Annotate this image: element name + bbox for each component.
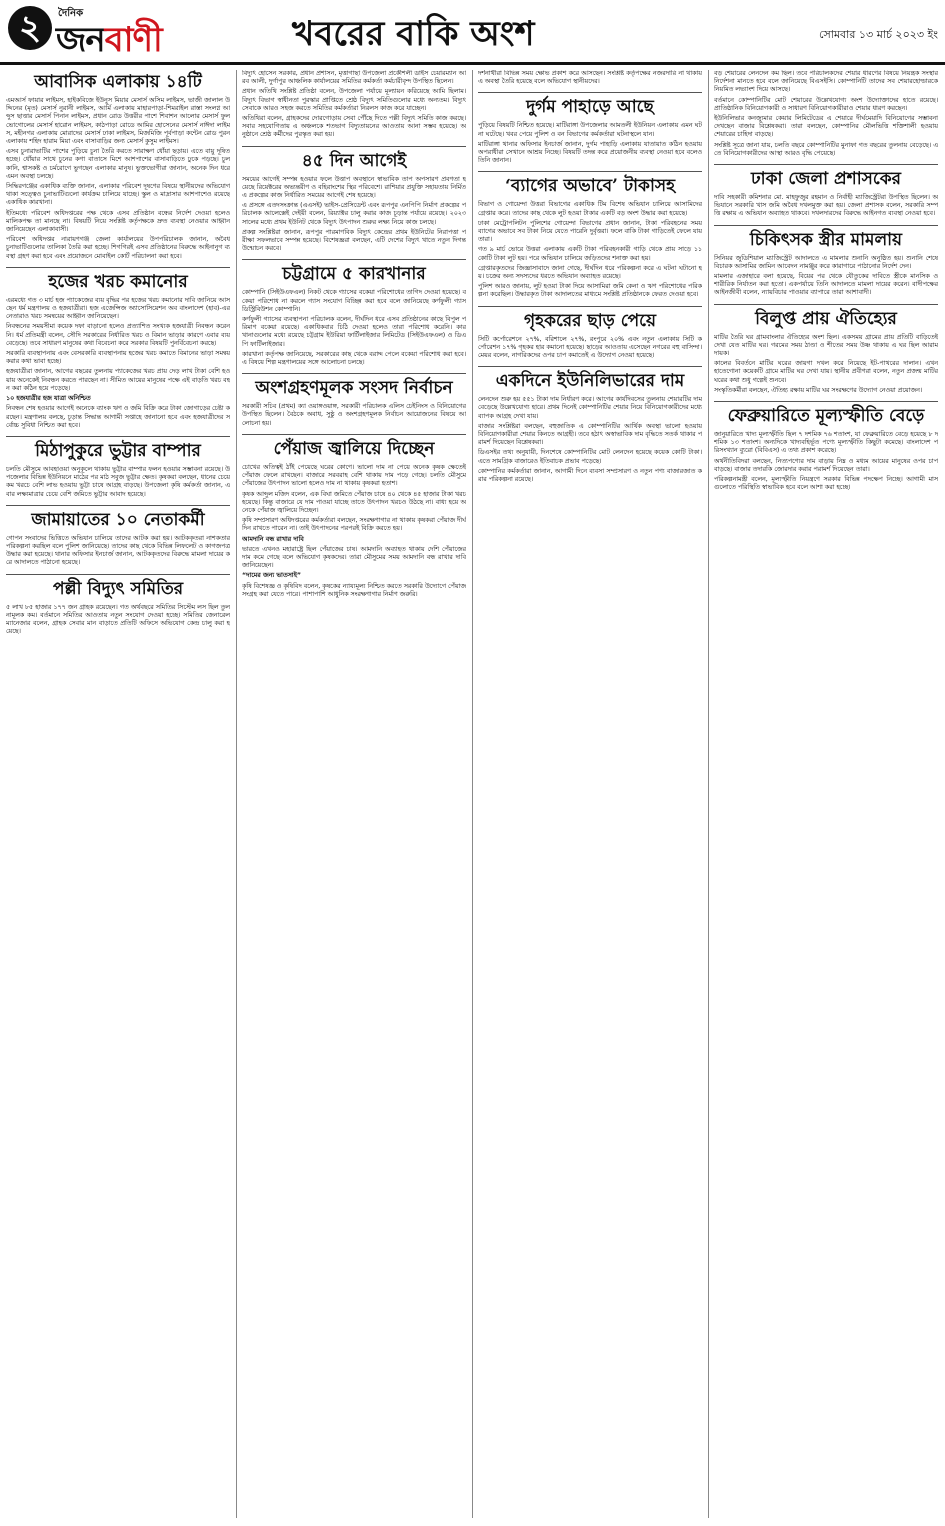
article-paragraph: কোম্পানির কর্মকর্তারা জানান, আগামী দিনে ব্যবসা সম্প্রসারণ ও নতুন পণ্য বাজারজাত করার পরিকল্পনা রয়েছে। [478, 467, 702, 484]
article-headline: পেঁয়াজ জ্বালিয়ে দিচ্ছেন [273, 438, 435, 459]
article-paragraph: বর্তমানে কোম্পানিটির মোট শেয়ারের উল্লেখযোগ্য অংশ উদ্যোক্তাদের হাতে রয়েছে। প্রাতিষ্ঠানিক বিনিয়োগকারী ও সাধারণ বিনিয়োগকারীরাও শেয়ার ধারণ করছেন। [714, 96, 938, 112]
article-headline: ঢাকা জেলা প্রশাসকের [751, 169, 901, 190]
news-column-1 [6, 70, 230, 1518]
article-paragraph: গোপন সংবাদের ভিত্তিতে অভিযান চালিয়ে তাদের আটক করা হয়। আটককৃতরা নাশকতার পরিকল্পনা করছিল বলে পুলিশ জানিয়েছে। তাদের কাছ থেকে বিভিন্ন লিফলেট ও কাগজপত্র উদ্ধার করা হয়েছে। থানার অফিসার ইনচার্জ জানান, আটককৃতদের বিরুদ্ধে মামলা দায়ের করে আদালতে পাঠানো হয়েছে। [6, 534, 230, 567]
article-paragraph: বাজার সংশ্লিষ্টরা বলছেন, বহুজাতিক এ কোম্পানিটির আর্থিক অবস্থা ভালো হওয়ায় বিনিয়োগকারীরা শেয়ার কিনতে আগ্রহী। তবে হঠাৎ অস্বাভাবিক দাম বৃদ্ধিতে সতর্ক থাকার পরামর্শ দিয়েছেন বিশ্লেষকরা। [478, 422, 702, 447]
article-paragraph: মামলার এজাহারে বলা হয়েছে, বিয়ের পর থেকে যৌতুকের দাবিতে স্ত্রীকে মানসিক ও শারীরিক নির্যাতন করা হতো। একপর্যায়ে তিনি আদালতে মামলা দায়ের করেন। বাদীপক্ষের আইনজীবী বলেন, ন্যায়বিচার পাওয়ার ব্যাপারে তারা আশাবাদী। [714, 273, 938, 297]
article-paragraph: ১০ হজযাত্রীর হজ যাত্রা অনিশ্চিত [6, 395, 91, 403]
column-divider [708, 70, 709, 1518]
article-paragraph: অর্থনীতিবিদরা বলছেন, নিত্যপণ্যের দাম বাড়ায় নিম্ন ও মধ্যম আয়ের মানুষের ওপর চাপ বাড়ছে। বাজার তদারকি জোরদার করার পরামর্শ দিয়েছেন তারা। [714, 457, 938, 473]
article-paragraph: চলতি মৌসুমে আবহাওয়া অনুকূলে থাকায় ভুট্টার বাম্পার ফলন হওয়ার সম্ভাবনা রয়েছে। উপজেলার বিভিন্ন ইউনিয়নে মাঠের পর মাঠ সবুজ ভুট্টার ক্ষেত। কৃষকরা বলছেন, ধানের চেয়ে কম খরচে বেশি লাভ হওয়ায় ভুট্টা চাষে আগ্রহ বাড়ছে। উপজেলা কৃষি কর্মকর্তা জানান, এবার লক্ষ্যমাত্রার চেয়ে বেশি জমিতে ভুট্টার আবাদ হয়েছে। [6, 465, 230, 498]
brand-logo [56, 14, 162, 71]
news-article [478, 366, 702, 484]
article-paragraph: দর্শনার্থীরা বিভিন্ন সময় ক্ষোভ প্রকাশ করে আসছেন। সংশ্লিষ্ট কর্তৃপক্ষের নজরদারি না থাকায় এ অবস্থা তৈরি হয়েছে বলে অভিযোগ স্থানীয়দের। [478, 70, 702, 86]
article-paragraph: কালের বিবর্তনে মাটির ঘরের জায়গা দখল করে নিয়েছে ইট-পাথরের দালান। এখন হাতেগোনা কয়েকটি গ্রামে মাটির ঘর দেখা যায়। স্থানীয় প্রবীণরা বলেন, নতুন প্রজন্ম মাটির ঘরের কথা শুধু গল্পেই শুনবে। [714, 360, 938, 384]
article-headline: দুর্গম পাহাড়ে আছে [526, 97, 654, 118]
article-paragraph: বিদ্যুৎ হোসেন সরকার, প্রধান প্রশাসন, মৃত্তাগাছা উপজেলা প্রকৌশলী ডাইস চেয়ারম্যান আরব আলী, দুর্গাপুর আঞ্চলিক কার্যালয়ের সমিতির কর্মকর্তা কর্মচারীবৃন্দ উপস্থিত ছিলেন। [242, 70, 466, 86]
news-article [6, 72, 230, 261]
article-headline: ৪৫ দিন আগেই [301, 150, 407, 171]
article-paragraph: “দামের জন্য ভাতসাই” [242, 572, 302, 580]
article-paragraph: পুলিশ আরও জানায়, লুট হওয়া টাকা দিয়ে আসামিরা জমি কেনা ও ঋণ পরিশোধের পরিকল্পনা করেছিল। উদ্ধারকৃত টাকা আদালতের মাধ্যমে সংশ্লিষ্ট প্রতিষ্ঠানকে ফেরত দেওয়া হবে। [478, 283, 702, 299]
column-divider [236, 70, 237, 1518]
news-article [478, 171, 702, 299]
article-paragraph: নিবন্ধনের সময়সীমা কয়েক দফা বাড়ানো হলেও প্রত্যাশিত সংখ্যক হজযাত্রী নিবন্ধন করেননি। ধর্ম প্রতিমন্ত্রী বলেন, সৌদি সরকারের নির্ধারিত খরচ ও বিমান ভাড়ার কারণে এবার ব্যয় বেড়েছে। তবে সাধারণ মানুষের কথা বিবেচনা করে সরকার বিষয়টি পুনর্বিবেচনা করছে। [6, 323, 230, 347]
article-paragraph: কৃষি বিশেষজ্ঞ ও কৃষিবিদ বলেন, কৃষকের ন্যায্যমূল্য নিশ্চিত করতে সরকারি উদ্যোগে পেঁয়াজ সংগ্রহ করা যেতে পারে। পাশাপাশি আধুনিক সংরক্ষণাগার নির্মাণ জরুরি। [242, 582, 466, 598]
brand-logo-suffix: বাণী [104, 20, 162, 60]
article-paragraph: ঢাকা মেট্রোপলিটন পুলিশের গোয়েন্দা বিভাগের প্রধান জানান, টাকা পরিবহনের সময় ব্যাগের অভাবে সব টাকা নিয়ে যেতে পারেনি দুর্বৃত্তরা। ফলে বাকি টাকা গাড়িতেই ফেলে যায় তারা। [478, 219, 702, 244]
article-headline: পল্লী বিদ্যুৎ সমিতির [52, 578, 184, 599]
article-paragraph: এমআর্স ফায়ার লাইমস, হাইকবিজে ইউনুস মিয়ার মেসার্স অসিম লাইমস, ভাজী জালাল উদ্দিনের (মৃত) মেসার্স নুরানী লাইমস, আর্মি এলাকায় মাহারপাড়া-শিমরাইল রাস্তা সংলগ্ন আব্দুস ছাত্তার মেসার্স পিনান লাইমস, প্রধান রোড উত্তরীর পাশে শিবাশন আলোর মেসার্স ফুল ভোগোলের মেসার্স হারোন লাইমস, কাঠপাড়া রোডে আমির হোসেনের মেসার্স নাঈদা লাইমস, মহীনগর এলাকায় মোরাদের মেসার্স ঢাকা লাইমস, মিজমিজি পূর্বপাড়া কন্টেন রোড পুরন এলাকায় শহিদ হারাম মিয়া এবং বাসাবাড়ির জন্য মেসার্স কুসুম লাইমস। [6, 97, 230, 146]
article-paragraph: পরিবেশ অধিদপ্তর নারায়ণগঞ্জ জেলা কার্যালয়ের উপপরিচালক জানান, অবৈধ চুনাভাটিগুলোর তালিকা তৈরি করা হচ্ছে। শিগগিরই এসব প্রতিষ্ঠানের বিরুদ্ধে আইনানুগ ব্যবস্থা গ্রহণ করা হবে এবং প্রয়োজনে মোবাইল কোর্ট পরিচালনা করা হবে। [6, 236, 230, 260]
article-headline: চিকিৎসক স্ত্রীর মামলায় [749, 229, 903, 250]
article-paragraph: লেনদেন শুরু হয় ৫৫১ টাকা দাম নির্ধারণ করে। আগের কার্যদিবসের তুলনায় শেয়ারটির দাম বেড়েছে উল্লেখযোগ্য হারে। প্রথম দিনেই কোম্পানিটির শেয়ার নিয়ে বিনিয়োগকারীদের মধ্যে ব্যাপক আগ্রহ দেখা যায়। [478, 396, 702, 420]
news-article [714, 164, 938, 219]
article-paragraph: সরকারি ব্যবস্থাপনায় এবং বেসরকারি ব্যবস্থাপনায় হজের খরচ কমাতে বিমানের ভাড়া সমন্বয় করার কথা ভাবা হচ্ছে। [6, 350, 230, 366]
article-paragraph: সিদ্ধিরগঞ্জের একাধিক ব্যক্তি জানান, এলাকার পরিবেশ দূষণের বিষয়ে স্থানীয়দের অভিযোগ থাকা সত্ত্বেও চুনাভাটিগুলো কার্যক্রম চালিয়ে যাচ্ছে। স্কুল ও মাদ্রাসার আশপাশেও রয়েছে একাধিক কারখানা। [6, 183, 230, 207]
edition-date: সোমবার ১৩ মার্চ ২০২৩ ইং [819, 28, 938, 41]
news-article [478, 92, 702, 165]
article-paragraph: কৃষি সম্প্রসারণ অধিদপ্তরের কর্মকর্তারা বলছেন, সংরক্ষণাগার না থাকায় কৃষকরা পেঁয়াজ দীর্ঘদিন রাখতে পারেন না। তাই উৎপাদনের পরপরই বিক্রি করতে হয়। [242, 517, 466, 533]
article-paragraph: বড় শেয়ারের লেনদেন কম ছিল। তবে পরিচালকদের শেয়ার ধারণের বিষয়ে নিয়ন্ত্রক সংস্থার নির্দেশনা মানতে হবে বলে জানিয়েছে বিএসইসি। কোম্পানিটি তাদের সব শেয়ারহোল্ডারকে নিয়মিত লভ্যাংশ দিয়ে আসছে। [714, 70, 938, 94]
article-paragraph: এরমধ্যে গত ৩ মার্চ হজ প্যাকেজের ব্যয় বৃদ্ধির পর হজের খরচ কমানোর দাবি জানিয়ে আসছেন ধর্ম মন্ত্রণালয় ও হজযাত্রীরা। হজ এজেন্সিজ অ্যাসোসিয়েশন অব বাংলাদেশ (হাব)-এর নেতারাও খরচ সমন্বয়ের আহ্বান জানিয়েছেন। [6, 296, 230, 321]
news-column-4 [714, 70, 938, 1518]
article-paragraph: সিনিয়র জুডিশিয়াল ম্যাজিস্ট্রেট আদালতে এ মামলার শুনানি অনুষ্ঠিত হয়। শুনানি শেষে বিচারক আসামির জামিন আবেদন নামঞ্জুর করে কারাগারে পাঠানোর নির্দেশ দেন। [714, 254, 938, 270]
news-article [478, 306, 702, 361]
article-headline: চট্টগ্রামে ৫ কারখানার [282, 264, 426, 285]
news-article [714, 225, 938, 298]
article-headline: মিঠাপুকুরে ভুট্টার বাম্পার [35, 440, 201, 461]
article-paragraph: সরকারী সচিব (প্রথম) ক্যা ওয়াঙ্গওয়াঙ্গ, সরকারী পরিচালক এলিস চেইনিংস ও বিনিয়োগের উপস্থিত ছিলেন। বৈঠকে অবাধ, সুষ্ঠু ও অংশগ্রহণমূলক নির্বাচন আয়োজনের বিষয়ে আলোচনা হয়। [242, 403, 466, 427]
article-paragraph: প্রধান অতিথি সংশ্লিষ্ট প্রতিষ্ঠা বলেন, উপজেলা পর্যায়ে মূল্যায়ন করিয়েছে আমি ছিলাম। বিদ্যুৎ বিভাগ স্বাধীনতা পুরস্কার প্রাপ্তিতে শ্রেষ্ঠ বিদ্যুৎ সমিতিগুলোর মধ্যে অন্যতম। বিদ্যুৎ সেবাকে আরও সহজ করতে সমিতির কর্মকর্তারা নিরলস কাজ করে যাচ্ছেন। [242, 88, 466, 112]
article-paragraph: ডিএসইর তথ্য অনুযায়ী, দিনশেষে কোম্পানিটির মোট লেনদেন হয়েছে কয়েক কোটি টাকা। এতে সামগ্রিক বাজারেও ইতিবাচক প্রভাব পড়েছে। [478, 449, 702, 465]
news-article [6, 267, 230, 430]
article-paragraph: ভারতে এখনও মহারাষ্ট্রে ছিল পেঁয়াজের চাষ। আমদানি অব্যাহত থাকায় দেশি পেঁয়াজের দাম কমে গেছে বলে অভিযোগ কৃষকদের। তারা মৌসুমের সময় আমদানি বন্ধ রাখার দাবি জানিয়েছেন। [242, 545, 466, 570]
brand-tagline: দৈনিক [58, 8, 84, 19]
article-paragraph: সিটি কর্পোরেশনে ২৭%, বরিশালে ২৭%, রংপুরে ২০% এবং নতুন এলাকায় সিটি কর্পোরেশন ১৭% গৃহকর হার কমানো হয়েছে। ছাড়ের আওতায় এসেছেন নগরের বহু বাসিন্দা। মেয়র বলেন, নাগরিকদের ওপর চাপ কমাতেই এ উদ্যোগ নেওয়া হয়েছে। [478, 335, 702, 360]
section-title: খবরের বাকি অংশ [292, 14, 535, 54]
article-paragraph: ইতিমধ্যে পরিবেশ অধিদপ্তরের পক্ষ থেকে এসব প্রতিষ্ঠান বন্ধের নির্দেশ দেওয়া হলেও মালিকপক্ষ তা মানছে না। বিষয়টি নিয়ে সংশ্লিষ্ট কর্তৃপক্ষকে দ্রুত ব্যবস্থা নেওয়ার আহ্বান জানিয়েছেন এলাকাবাসী। [6, 209, 230, 234]
news-column-2 [242, 70, 466, 1518]
article-paragraph: ৫ লাখ ৮৫ হাজার ১৭৭ জন গ্রাহক রয়েছেন। গত অর্থবছরে সমিতির সিস্টেম লস ছিল তুলনামূলক কম। বর্তমানে সমিতির আওতায় নতুন সংযোগ দেওয়া হচ্ছে। সমিতির জেনারেল ম্যানেজার বলেন, গ্রাহক সেবার মান বাড়াতে প্রতিটি অফিসে অভিযোগ কেন্দ্র চালু করা হয়েছে। [6, 603, 230, 636]
news-article [714, 304, 938, 395]
article-paragraph: হজযাত্রীরা জানান, আগের বছরের তুলনায় প্যাকেজের খরচ প্রায় দেড় লাখ টাকা বেশি হওয়ায় অনেকেই নিবন্ধন করতে পারছেন না। সীমিত আয়ের মানুষের পক্ষে এই বাড়তি খরচ বহন করা কঠিন হয়ে পড়েছে। [6, 368, 230, 392]
article-paragraph: সংস্কৃতিকর্মীরা বলছেন, ঐতিহ্য রক্ষায় মাটির ঘর সংরক্ষণের উদ্যোগ নেওয়া প্রয়োজন। [714, 386, 923, 394]
article-paragraph: সময়ের আগেই সম্পন্ন হওয়ার ফলে উত্তাপ অবস্থানে স্বাভাবিক তাপ অপসারণ প্রবণতা হয়েছে রিয়েক্টরের অভ্যন্তরীণ ও বহিরাংশের স্থির পরিবেশে। রাশিয়ার প্রযুক্তি সহায়তায় নির্মিত এ প্রকল্পের কাজ নির্ধারিত সময়ের আগেই শেষ হয়েছে। [242, 175, 466, 200]
article-paragraph: দাবি সহকারী কমিশনার মো. মাহফুজুর রহমান ও নির্বাহী ম্যাজিস্ট্রেটরা উপস্থিত ছিলেন। অভিযানে সরকারি খাস জমি অবৈধ দখলমুক্ত করা হয়। জেলা প্রশাসক বলেন, সরকারি সম্পত্তি রক্ষায় এ অভিযান অব্যাহত থাকবে। দখলদারদের বিরুদ্ধে আইনগত ব্যবস্থা নেওয়া হবে। [714, 194, 938, 218]
news-article [6, 574, 230, 637]
article-headline: অংশগ্রহণমূলক সংসদ নির্বাচন [255, 378, 453, 399]
article-paragraph: সংশ্লিষ্ট সূত্রে জানা যায়, চলতি বছরে কোম্পানিটির মুনাফা গত বছরের তুলনায় বেড়েছে। এতে বিনিয়োগকারীদের আস্থা আরও বৃদ্ধি পেয়েছে। [714, 141, 938, 157]
article-headline: হজের খরচ কমানোর [48, 271, 188, 292]
article-paragraph: আমদানি বন্ধ রাখার দাবি [242, 535, 304, 543]
article-headline: বিলুপ্ত প্রায় ঐতিহ্যের [755, 308, 897, 329]
article-paragraph: কোম্পানি (সিইউএফএল) নিকট থেকে গ্যাসের বকেয়া পরিশোধের তাগিদ দেওয়া হয়েছে। বকেয়া পরিশোধ না করলে গ্যাস সংযোগ বিচ্ছিন্ন করা হবে বলে জানিয়েছে কর্ণফুলী গ্যাস ডিস্ট্রিবিউশন কোম্পানি। [242, 289, 466, 313]
news-article [242, 373, 466, 428]
article-headline: আবাসিক এলাকায় ১৪টি [34, 72, 202, 92]
news-article [6, 436, 230, 499]
news-article [242, 259, 466, 367]
article-paragraph: চোখের অতিত্বই ঠাঁই পেয়েছে ঘরের কোণে। ভালো দাম না পেয়ে অনেক কৃষক ক্ষেতেই পেঁয়াজ ফেলে রাখছেন। বাজারে সরবরাহ বেশি থাকায় দাম পড়ে গেছে। চলতি মৌসুমে পেঁয়াজের উৎপাদন ভালো হলেও দাম না থাকায় কৃষকরা হতাশ। [242, 463, 466, 488]
article-paragraph: মাটির তৈরি ঘর গ্রামবাংলার ঐতিহ্যের অংশ ছিল। একসময় গ্রামের প্রায় প্রতিটি বাড়িতেই দেখা যেত মাটির ঘর। গরমের সময় ঠাণ্ডা ও শীতের সময় উষ্ণ থাকায় এ ঘর ছিল আরামদায়ক। [714, 333, 938, 358]
article-paragraph: পুড়িয়ে বিষয়টি নিশ্চিত হয়েছে। মাটিরাঙ্গা উপজেলার আমতলী ইউনিয়ন এলাকায় এমন ঘটনা ঘটেছে। খবর পেয়ে পুলিশ ও বন বিভাগের কর্মকর্তারা ঘটনাস্থলে যান। [478, 122, 702, 138]
article-paragraph: কর্ণফুলী গ্যাসের ব্যবস্থাপনা পরিচালক বলেন, দীর্ঘদিন ধরে এসব প্রতিষ্ঠানের কাছে বিপুল পরিমাণ বকেয়া রয়েছে। একাধিকবার চিঠি দেওয়া হলেও তারা পরিশোধ করেনি। কারখানাগুলোর মধ্যে রয়েছে চট্টগ্রাম ইউরিয়া ফার্টিলাইজার লিমিটেড (সিইউএফএল) ও ডিএপি ফার্টিলাইজার। [242, 316, 466, 348]
article-paragraph: গত ৯ মার্চ ভোরে উত্তরা এলাকায় একটি টাকা পরিবহনকারী গাড়ি থেকে প্রায় সাড়ে ১১ কোটি টাকা লুট হয়। পরে অভিযান চালিয়ে জড়িতদের শনাক্ত করা হয়। [478, 246, 702, 262]
news-article [714, 401, 938, 492]
news-article [6, 505, 230, 568]
brand-logo-prefix: জন [56, 20, 105, 60]
article-headline: ফেব্রুয়ারিতে মূল্যস্ফীতি বেড়ে [727, 406, 925, 427]
article-headline: ‘ব্যাগের অভাবে’ টাকাসহ [504, 176, 676, 197]
article-paragraph: বিভাগ ও গোয়েন্দা উত্তরা বিভাগের একাধিক টিম বিশেষ অভিযান চালিয়ে আসামিদের গ্রেপ্তার করে। তাদের কাছ থেকে লুট হওয়া টাকার একটি বড় অংশ উদ্ধার করা হয়েছে। [478, 201, 702, 217]
page-header [0, 0, 945, 65]
article-headline: একদিনে ইউনিলিভারের দাম [495, 371, 685, 392]
news-article [714, 70, 938, 158]
article-paragraph: প্রকল্প সংশ্লিষ্টরা জানান, রূপপুর পারমাণবিক বিদ্যুৎ কেন্দ্রের প্রথম ইউনিটের নিরাপত্তা পরীক্ষা সফলভাবে সম্পন্ন হয়েছে। বিশেষজ্ঞরা বলছেন, এটি দেশের বিদ্যুৎ খাতে নতুন দিগন্ত উন্মোচন করবে। [242, 228, 466, 253]
article-paragraph: ইউনিলিভার কনজ্যুমার কেয়ার লিমিটেডের এ শেয়ারে দীর্ঘমেয়াদি বিনিয়োগের সম্ভাবনা দেখছেন বাজার বিশ্লেষকরা। তারা বলছেন, কোম্পানির মৌলভিত্তি শক্তিশালী হওয়ায় শেয়ারের চাহিদা বাড়ছে। [714, 115, 938, 139]
news-article [478, 70, 702, 86]
article-paragraph: অতিথিরা বলেন, গ্রাহকদের দোরগোড়ায় সেবা পৌঁছে দিতে পল্লী বিদ্যুৎ সমিতি কাজ করছে। সবার সহযোগিতায় এ অঞ্চলকে শতভাগ বিদ্যুতায়নের আওতায় আনা সম্ভব হয়েছে। অনুষ্ঠানে শ্রেষ্ঠ কর্মীদের পুরস্কৃত করা হয়। [242, 115, 466, 139]
article-paragraph: কৃষক আব্দুল মজিদ বলেন, এক বিঘা জমিতে পেঁয়াজ চাষে ৪০ থেকে ৪৫ হাজার টাকা খরচ হয়েছে। কিন্তু বাজারে যে দাম পাওয়া যাচ্ছে তাতে উৎপাদন খরচও উঠছে না। বাধ্য হয়ে অনেকে পেঁয়াজ জ্বালিয়ে দিচ্ছেন। [242, 490, 466, 514]
article-paragraph: পরিকল্পনামন্ত্রী বলেন, মূল্যস্ফীতি নিয়ন্ত্রণে সরকার বিভিন্ন পদক্ষেপ নিচ্ছে। আগামী মাসগুলোতে পরিস্থিতি স্বাভাবিক হবে বলে আশা করা হচ্ছে। [714, 476, 938, 492]
article-headline: গৃহকরের ছাড় পেয়ে [524, 310, 656, 331]
article-paragraph: গ্রেপ্তারকৃতদের জিজ্ঞাসাবাদে জানা গেছে, দীর্ঘদিন ধরে পরিকল্পনা করে এ ঘটনা ঘটানো হয়। চক্রের অন্য সদস্যদের ধরতে অভিযান অব্যাহত রয়েছে। [478, 264, 702, 281]
news-article [242, 70, 466, 140]
news-column-3 [478, 70, 702, 1518]
article-paragraph: এ প্রসঙ্গে এতদসংক্রান্ত (এএসই) ভাইস-প্রেসিডেন্ট এবং রূপপুর এনপিপি নির্মাণ প্রকল্পের পরিচালক আলেক্সেই দেইয়ী বলেন, রিয়্যাক্টর চালু করার কাজ চূড়ান্ত পর্যায়ে রয়েছে। ২০২৩ সালের মধ্যে প্রথম ইউনিট থেকে বিদ্যুৎ উৎপাদন শুরুর লক্ষ্য নিয়ে কাজ চলছে। [242, 202, 466, 226]
article-paragraph: কারখানা কর্তৃপক্ষ জানিয়েছে, সরকারের কাছ থেকে বরাদ্দ পেলে বকেয়া পরিশোধ করা হবে। এ বিষয়ে শিল্প মন্ত্রণালয়ের সঙ্গে আলোচনা চলছে। [242, 350, 466, 367]
article-paragraph: এসব চুনারাভাটির পাশের পুড়িয়ে চুনা তৈরি করতে সারাক্ষণ ধোঁয়া ছড়ায়। এতে বায়ু দূষিত হচ্ছে। ধোঁয়ার সাথে চুনের কণা বাতাসে মিশে আশপাশের বাসাবাড়িতে ঢুকে পড়ছে। চুলকানি, শ্বাসকষ্ট ও চর্মরোগে ভুগছেন এলাকার মানুষ। ভুক্তভোগীরা জানান, অনেক দিন ধরে এমন অবস্থা চলছে। [6, 148, 230, 180]
article-paragraph: নিবন্ধন শেষ হওয়ার আগেই অনেকে ব্যাংক ঋণ ও জমি বিক্রি করে টাকা জোগাড়ের চেষ্টা করছেন। মন্ত্রণালয় বলছে, চূড়ান্ত সিদ্ধান্ত আগামী সপ্তাহে জানানো হবে এবং হজযাত্রীদের সর্বোচ্চ সুবিধা নিশ্চিত করা হবে। [6, 405, 230, 429]
page-number: ২ [8, 6, 52, 50]
column-divider [472, 70, 473, 1518]
article-headline: জামায়াতের ১০ নেতাকর্মী [31, 509, 205, 530]
news-article [242, 146, 466, 254]
news-article [242, 434, 466, 599]
article-paragraph: জানুয়ারিতে খাদ্য মূল্যস্ফীতি ছিল ৭ দশমিক ৭৬ শতাংশ, যা ফেব্রুয়ারিতে বেড়ে হয়েছে ৮ দশমিক ১৩ শতাংশ। অন্যদিকে খাদ্যবহির্ভূত পণ্যে মূল্যস্ফীতি কিছুটা কমেছে। বাংলাদেশ পরিসংখ্যান ব্যুরো (বিবিএস) এ তথ্য প্রকাশ করেছে। [714, 431, 938, 455]
article-paragraph: মাটিরাঙ্গা থানার অফিসার ইনচার্জ জানান, দুর্গম পাহাড়ি এলাকায় যাতায়াত কঠিন হওয়ায় অপরাধীরা সেখানে আশ্রয় নিচ্ছে। বিষয়টি তদন্ত করে প্রয়োজনীয় ব্যবস্থা নেওয়া হবে বলেও তিনি জানান। [478, 140, 702, 165]
